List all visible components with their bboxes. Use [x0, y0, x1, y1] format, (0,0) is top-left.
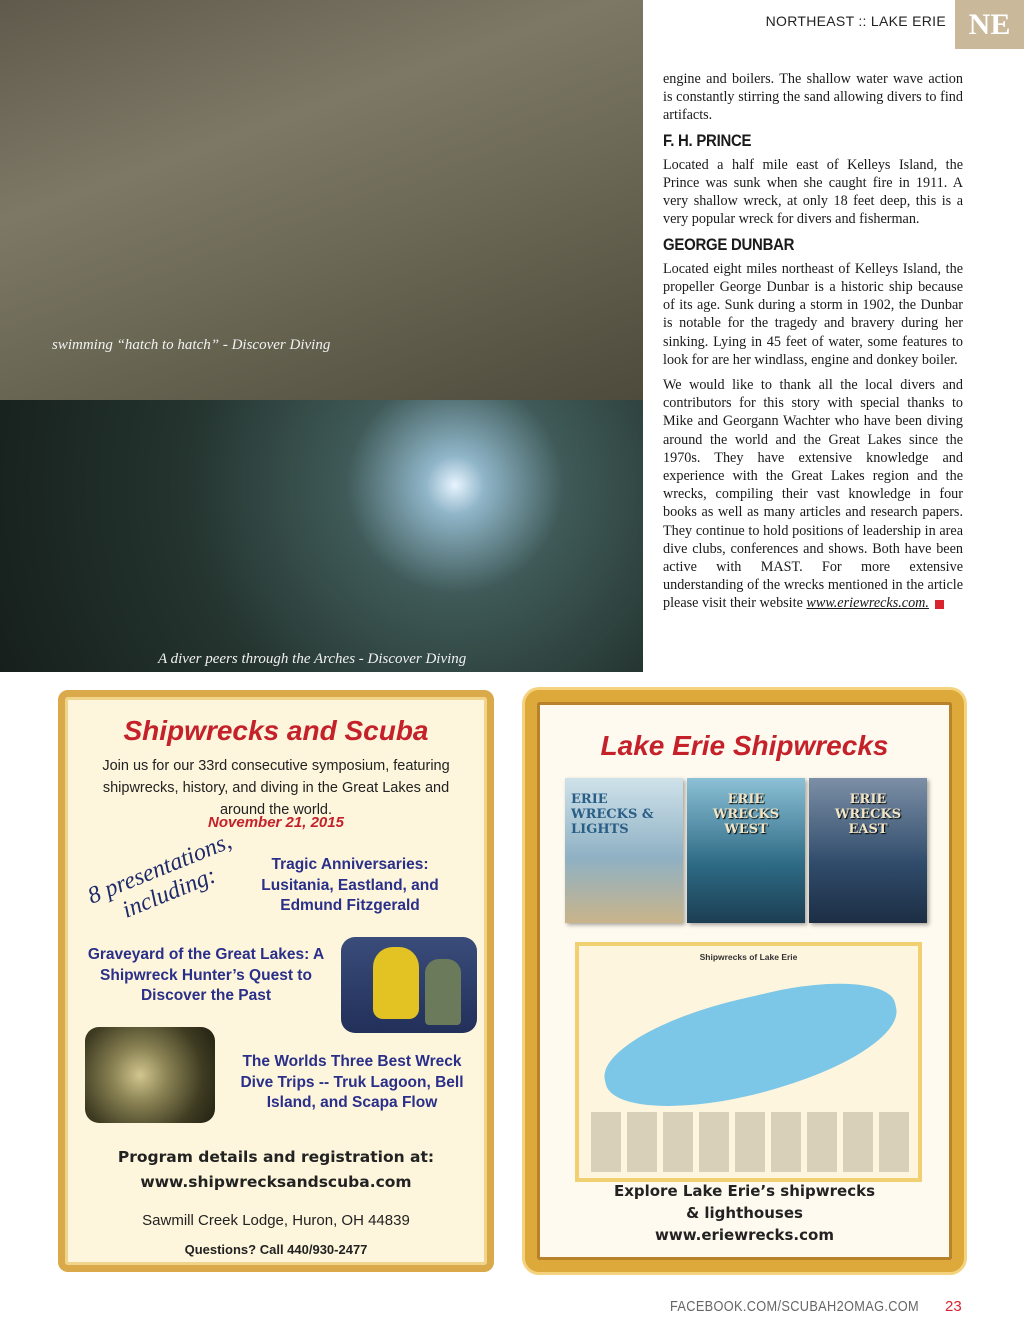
explore-text — [537, 1180, 952, 1246]
article-intro: engine and boilers. The shallow water wave action is constantly stirring the sand allowing divers to find artifacts. — [663, 71, 963, 124]
hatch-photo-caption: swimming “hatch to hatch” - Discover Diving — [52, 337, 331, 353]
talk-graveyard: Graveyard of the Great Lakes: A Shipwreck Hunter’s Quest to Discover the Past — [87, 946, 325, 1004]
ad-right-title: Lake Erie Shipwrecks — [600, 730, 889, 761]
book-title: ERIE WRECKS WEST — [712, 792, 780, 837]
explore-url[interactable]: www.eriewrecks.com — [655, 1226, 834, 1244]
fh-prince-body: Located a half mile east of Kelleys Island, the Prince was sunk when she caught fire in 1911. A very shallow wreck, at only 18 feet deep, this is a very popular wreck for divers and fisherman. — [663, 156, 963, 228]
eriewrecks-link[interactable]: www.eriewrecks.com. — [806, 595, 929, 612]
closing-paragraph — [663, 376, 963, 613]
article-column — [663, 70, 963, 620]
ad-left-title: Shipwrecks and Scuba — [123, 715, 429, 746]
book-title: ERIE WRECKS & LIGHTS — [571, 792, 654, 837]
footer-social[interactable]: FACEBOOK.COM/SCUBAH2OMAG.COM — [670, 1298, 919, 1315]
program-details — [65, 1145, 487, 1195]
event-date: November 21, 2015 — [208, 814, 344, 831]
presentations-label: 8 presentations, including: — [84, 828, 236, 924]
robot-figure — [373, 947, 419, 1019]
talk-tragic-anniversaries: Tragic Anniversaries: Lusitania, Eastland, and Edmund Fitzgerald — [261, 856, 439, 914]
program-label: Program details and registration at: — [117, 1148, 435, 1166]
diver-photo — [0, 400, 643, 672]
talk-best-wreck-trips: The Worlds Three Best Wreck Dive Trips -- Truk Lagoon, Bell Island, and Scapa Flow — [240, 1053, 464, 1111]
wreck-photo — [85, 1027, 215, 1123]
phone-line: Questions? Call 440/930-2477 — [184, 1242, 368, 1257]
map-legend — [591, 1112, 909, 1172]
lake-shape — [594, 965, 908, 1126]
section-label: NORTHEAST :: LAKE ERIE — [765, 13, 946, 29]
end-mark — [935, 600, 944, 609]
heading-fh-prince: F. H. PRINCE — [663, 130, 752, 150]
map-title: Shipwrecks of Lake Erie — [699, 952, 798, 962]
lake-erie-shipwrecks-ad — [525, 690, 964, 1272]
ad-left-blurb: Join us for our 33rd consecutive symposium, featuring shipwrecks, history, and diving in the Great Lakes and around the world. — [102, 758, 450, 818]
page-number: 23 — [945, 1298, 962, 1315]
person-figure — [425, 959, 461, 1025]
george-dunbar-body: Located eight miles northeast of Kelleys Island, the propeller George Dunbar is a historic ship because of its age. Sunk during a storm in 1902, the Dunbar is notable for the tragedy and bravery during her sinking. Lying in 45 feet of water, some features to look for are her windlass, engine and donkey boiler. — [663, 260, 963, 368]
section-badge: NE — [955, 0, 1024, 49]
program-url[interactable]: www.shipwrecksandscuba.com — [140, 1173, 412, 1191]
venue: Sawmill Creek Lodge, Huron, OH 44839 — [142, 1212, 410, 1229]
explore-line-2: & lighthouses — [686, 1204, 803, 1222]
explore-line-1: Explore Lake Erie’s shipwrecks — [613, 1182, 876, 1200]
book-erie-wrecks-east — [809, 778, 927, 923]
shipwrecks-scuba-ad — [58, 690, 494, 1272]
book-title: ERIE WRECKS EAST — [834, 792, 902, 837]
book-erie-wrecks-lights — [565, 778, 683, 923]
heading-george-dunbar: GEORGE DUNBAR — [663, 234, 795, 254]
robot-photo — [341, 937, 477, 1033]
diver-photo-caption: A diver peers through the Arches - Discover Diving — [158, 651, 467, 667]
closing-text: We would like to thank all the local divers and contributors for this story with special thanks to Mike and Georgann Wachter who have been diving around the world and the Great Lakes since the 1970s. They have extensive knowledge and experience with the Great Lakes region and the wrecks, compiling their vast knowledge in four books as well as many articles and research papers. They continue to hold positions of leadership in area dive clubs, conferences and shows. Both have been active with MAST. For more extensive understanding of the wrecks mentioned in the article please visit their website — [663, 377, 963, 612]
book-erie-wrecks-west — [687, 778, 805, 923]
lake-erie-map — [575, 942, 922, 1182]
hatch-photo — [0, 0, 643, 400]
